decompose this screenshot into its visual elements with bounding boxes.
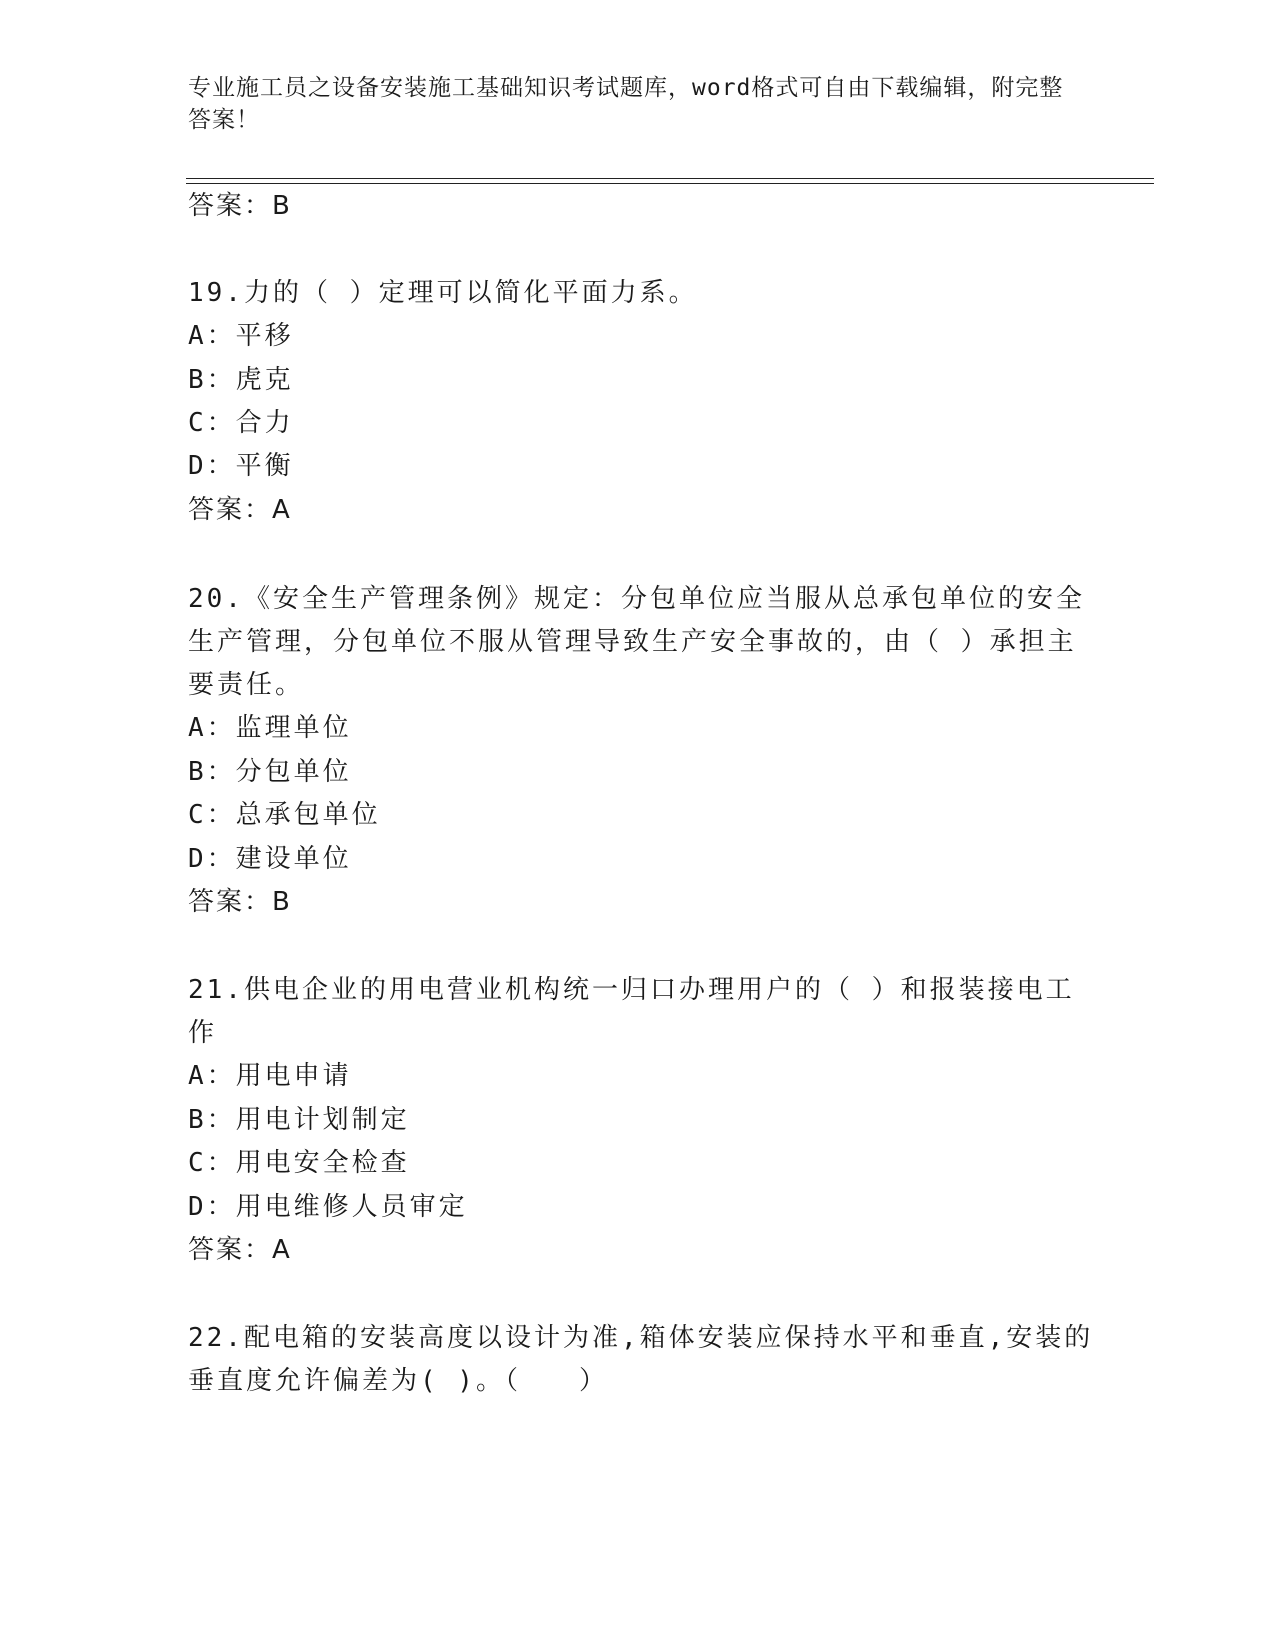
question-stem-line-3: 要责任。	[188, 670, 305, 700]
option-c: C：用电安全检查	[188, 1148, 410, 1178]
header-divider	[186, 178, 1154, 179]
option-c: C：总承包单位	[188, 800, 381, 830]
question-stem: 22.配电箱的安装高度以设计为准,箱体安装应保持水平和垂直,安装的	[188, 1323, 1094, 1353]
option-b: B：分包单位	[188, 757, 352, 787]
option-d: D：建设单位	[188, 844, 352, 874]
option-b: B：虎克	[188, 365, 294, 395]
question-stem-line-2: 生产管理，分包单位不服从管理导致生产安全事故的，由（ ）承担主	[188, 627, 1077, 657]
question-stem: 21.供电企业的用电营业机构统一归口办理用户的（ ）和报装接电工	[188, 975, 1075, 1005]
option-c: C：合力	[188, 408, 294, 438]
question-stem-line-2: 作	[188, 1018, 218, 1048]
question-stem: 19.力的（ ）定理可以简化平面力系。	[188, 278, 698, 308]
option-a: A：平移	[188, 321, 294, 351]
option-b: B：用电计划制定	[188, 1105, 410, 1135]
header-divider-double	[186, 183, 1154, 184]
answer-label: 答案：A	[188, 1235, 292, 1265]
option-a: A：用电申请	[188, 1061, 352, 1091]
option-d: D：平衡	[188, 451, 294, 481]
option-a: A：监理单位	[188, 713, 352, 743]
document-header: 专业施工员之设备安装施工基础知识考试题库，word格式可自由下载编辑，附完整答案！	[188, 75, 1064, 133]
previous-answer: 答案：B	[188, 191, 292, 221]
answer-label: 答案：A	[188, 495, 292, 525]
question-stem-line-2: 垂直度允许偏差为( )。（ ）	[188, 1366, 608, 1396]
question-stem: 20.《安全生产管理条例》规定：分包单位应当服从总承包单位的安全	[188, 584, 1085, 614]
option-d: D：用电维修人员审定	[188, 1192, 468, 1222]
answer-label: 答案：B	[188, 887, 292, 917]
